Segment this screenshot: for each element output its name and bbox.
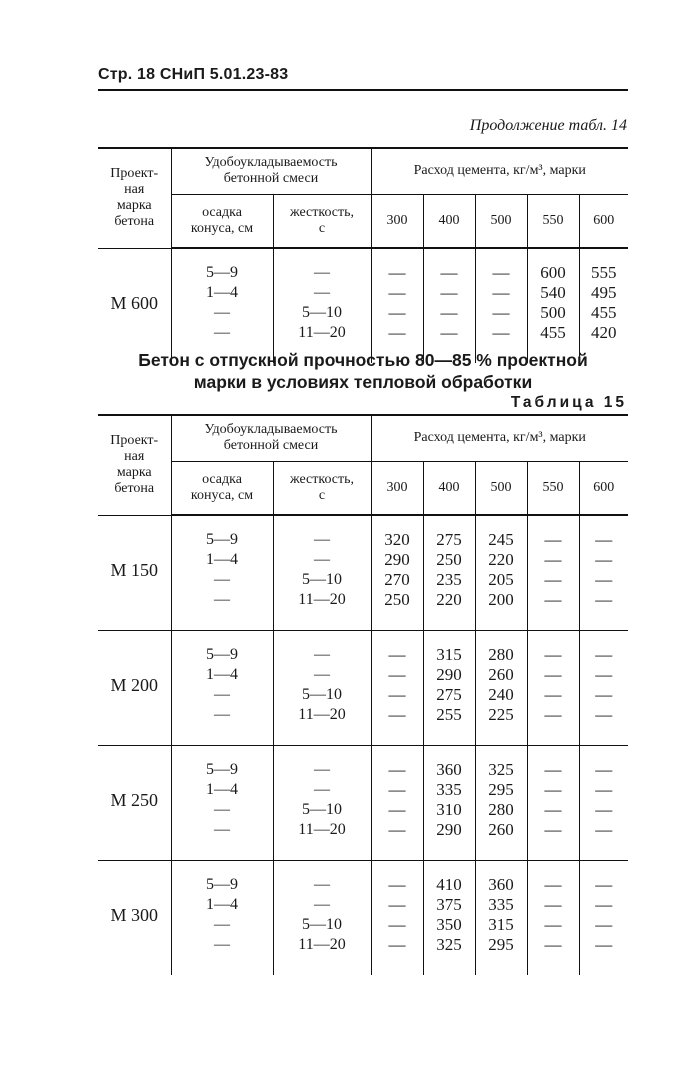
table-row <box>98 631 628 746</box>
cell-value: — <box>544 590 562 609</box>
cell-value: 280 <box>488 800 514 819</box>
cement-grade-header: 400 <box>423 461 475 515</box>
cell-value: — <box>544 915 562 934</box>
cell-value: 1—4 <box>206 666 238 683</box>
cell-value: — <box>214 706 230 723</box>
c600-cell <box>579 515 628 631</box>
table-row <box>98 746 628 861</box>
cell-value: — <box>214 591 230 608</box>
c600-cell <box>579 746 628 861</box>
cell-value: — <box>214 324 230 341</box>
cell-value: 260 <box>488 820 514 839</box>
c550-cell <box>527 631 579 746</box>
cell-value: 275 <box>436 685 462 704</box>
cell-value: — <box>388 915 406 934</box>
cell-value: 290 <box>384 550 410 569</box>
cell-value: — <box>595 685 613 704</box>
cell-value: 360 <box>436 760 462 779</box>
cell-value: — <box>595 820 613 839</box>
c300-cell <box>371 248 423 363</box>
c300-cell <box>371 861 423 976</box>
cell-value: 245 <box>488 530 514 549</box>
cell-value: 200 <box>488 590 514 609</box>
cell-value: — <box>314 761 330 778</box>
cell-value: 11—20 <box>298 936 346 953</box>
cell-value: 5—9 <box>206 761 238 778</box>
cell-value: — <box>595 665 613 684</box>
continuation-label: Продолжение табл. 14 <box>469 117 627 134</box>
c500-cell <box>475 631 527 746</box>
cell-value: 315 <box>488 915 514 934</box>
cell-value: 295 <box>488 780 514 799</box>
cell-value: — <box>595 915 613 934</box>
cement-grade-header: 550 <box>527 194 579 248</box>
grade-cell: М 300 <box>98 861 171 976</box>
cell-value: 11—20 <box>298 821 346 838</box>
slump-cell <box>171 631 273 746</box>
c550-cell <box>527 248 579 363</box>
cell-value: — <box>595 760 613 779</box>
c400-cell <box>423 746 475 861</box>
grade-cell: М 150 <box>110 559 158 580</box>
cell-value: — <box>595 570 613 589</box>
cell-value: — <box>595 550 613 569</box>
cell-value: — <box>314 551 330 568</box>
cell-value: — <box>388 875 406 894</box>
cell-value: 420 <box>591 323 617 342</box>
cell-value: 375 <box>436 895 462 914</box>
cell-value: 220 <box>488 550 514 569</box>
stiffness-cell <box>273 515 371 631</box>
cell-value: 11—20 <box>298 706 346 723</box>
cell-value: — <box>595 780 613 799</box>
cell-value: — <box>214 821 230 838</box>
cell-value: 275 <box>436 530 462 549</box>
table-15-caption <box>98 349 628 393</box>
c500-cell <box>475 746 527 861</box>
cell-value: — <box>388 705 406 724</box>
cell-value: — <box>314 531 330 548</box>
c400-cell <box>423 248 475 363</box>
grade-column-header: Проект- ная марка бетона <box>98 415 171 515</box>
cell-value: — <box>595 645 613 664</box>
cell-value: — <box>214 916 230 933</box>
cell-value: 325 <box>436 935 462 954</box>
cell-value: — <box>314 284 330 301</box>
cell-value: 290 <box>436 820 462 839</box>
table-row <box>98 861 628 976</box>
cement-grade-header: 300 <box>371 461 423 515</box>
cell-value: 255 <box>436 705 462 724</box>
cell-value: — <box>388 800 406 819</box>
grade-cell: М 200 <box>98 631 171 746</box>
cell-value: 5—10 <box>302 686 342 703</box>
c550-cell <box>527 515 579 631</box>
cell-value: 1—4 <box>206 896 238 913</box>
slump-cell <box>171 248 273 363</box>
stiffness-cell <box>273 248 371 363</box>
stiffness-column-header: жесткость, с <box>273 461 371 515</box>
c400-cell <box>423 515 475 631</box>
cell-value: 350 <box>436 915 462 934</box>
cell-value: — <box>214 571 230 588</box>
slump-cell <box>171 746 273 861</box>
c550-cell <box>527 861 579 976</box>
cell-value: — <box>388 760 406 779</box>
cell-value: — <box>388 780 406 799</box>
cell-value: 250 <box>436 550 462 569</box>
cell-value: 540 <box>540 283 566 302</box>
c300-cell <box>371 746 423 861</box>
cell-value: — <box>388 303 406 322</box>
c600-cell <box>579 861 628 976</box>
cell-value: — <box>314 666 330 683</box>
cell-value: 500 <box>540 303 566 322</box>
cell-value: — <box>595 935 613 954</box>
cell-value: — <box>492 303 510 322</box>
cell-value: 1—4 <box>206 284 238 301</box>
cell-value: — <box>544 665 562 684</box>
slump-cell <box>171 861 273 976</box>
stiffness-cell <box>273 631 371 746</box>
slump-column-header: осадка конуса, см <box>171 461 273 515</box>
caption-line: Бетон с отпускной прочностью 80—85 % проектной <box>138 350 588 370</box>
cell-value: 1—4 <box>206 781 238 798</box>
cell-value: 1—4 <box>206 551 238 568</box>
cell-value: — <box>388 665 406 684</box>
c400-cell <box>423 861 475 976</box>
cell-value: 310 <box>436 800 462 819</box>
cell-value: 270 <box>384 570 410 589</box>
cell-value: 555 <box>591 263 617 282</box>
cell-value: — <box>544 820 562 839</box>
cell-value: — <box>440 263 458 282</box>
cell-value: 5—10 <box>302 571 342 588</box>
cell-value: — <box>595 530 613 549</box>
cell-value: — <box>544 645 562 664</box>
cement-grade-header: 550 <box>527 461 579 515</box>
workability-column-header: Удобоукладываемость бетонной смеси <box>171 415 371 461</box>
cell-value: 280 <box>488 645 514 664</box>
header-rule <box>98 89 628 91</box>
cell-value: — <box>595 590 613 609</box>
c600-cell <box>579 248 628 363</box>
cell-value: 11—20 <box>298 591 346 608</box>
slump-cell <box>171 515 273 631</box>
c600-cell <box>579 631 628 746</box>
cell-value: 600 <box>540 263 566 282</box>
table-15-label: Таблица 15 <box>510 394 627 411</box>
stiffness-cell <box>273 746 371 861</box>
cell-value: — <box>544 760 562 779</box>
cell-value: — <box>314 876 330 893</box>
cell-value: — <box>544 570 562 589</box>
cell-value: 205 <box>488 570 514 589</box>
cell-value: — <box>214 801 230 818</box>
c550-cell <box>527 746 579 861</box>
cell-value: — <box>544 550 562 569</box>
cell-value: — <box>544 780 562 799</box>
cell-value: 295 <box>488 935 514 954</box>
cell-value: 5—9 <box>206 876 238 893</box>
cell-value: — <box>544 800 562 819</box>
cell-value: 220 <box>436 590 462 609</box>
cell-value: — <box>388 685 406 704</box>
cell-value: — <box>388 935 406 954</box>
cell-value: — <box>314 264 330 281</box>
stiffness-cell <box>273 861 371 976</box>
c300-cell <box>371 631 423 746</box>
table-14 <box>98 147 628 363</box>
consumption-column-header: Расход цемента, кг/м³, марки <box>371 415 628 461</box>
cell-value: 320 <box>384 530 410 549</box>
cell-value: 410 <box>436 875 462 894</box>
cell-value: — <box>544 935 562 954</box>
cell-value: — <box>440 283 458 302</box>
cell-value: 360 <box>488 875 514 894</box>
slump-column-header: осадка конуса, см <box>171 194 273 248</box>
cell-value: 335 <box>488 895 514 914</box>
cell-value: — <box>388 263 406 282</box>
consumption-column-header: Расход цемента, кг/м³, марки <box>371 148 628 194</box>
cement-grade-header: 300 <box>371 194 423 248</box>
cell-value: — <box>214 304 230 321</box>
cement-grade-header: 600 <box>579 461 628 515</box>
cell-value: — <box>544 895 562 914</box>
stiffness-column-header: жесткость, с <box>273 194 371 248</box>
c500-cell <box>475 248 527 363</box>
c300-cell <box>371 515 423 631</box>
cell-value: — <box>595 895 613 914</box>
cell-value: — <box>595 705 613 724</box>
cell-value: — <box>388 323 406 342</box>
cell-value: 5—9 <box>206 646 238 663</box>
grade-cell: М 600 <box>110 292 158 313</box>
cell-value: 5—10 <box>302 916 342 933</box>
cell-value: — <box>314 896 330 913</box>
cell-value: — <box>388 283 406 302</box>
cell-value: 325 <box>488 760 514 779</box>
cell-value: 250 <box>384 590 410 609</box>
table-15 <box>98 414 628 975</box>
cell-value: — <box>314 646 330 663</box>
cell-value: 455 <box>591 303 617 322</box>
table-row <box>98 515 628 631</box>
grade-column-header: Проект- ная марка бетона <box>98 148 171 248</box>
cement-grade-header: 500 <box>475 194 527 248</box>
cell-value: — <box>388 645 406 664</box>
cement-grade-header: 500 <box>475 461 527 515</box>
cell-value: — <box>388 895 406 914</box>
cell-value: 11—20 <box>298 324 346 341</box>
c500-cell <box>475 861 527 976</box>
cell-value: — <box>492 283 510 302</box>
cell-value: 495 <box>591 283 617 302</box>
cement-grade-header: 600 <box>579 194 628 248</box>
cell-value: 260 <box>488 665 514 684</box>
cell-value: — <box>544 530 562 549</box>
cell-value: — <box>214 936 230 953</box>
cell-value: 315 <box>436 645 462 664</box>
cell-value: — <box>595 875 613 894</box>
page-header: Стр. 18 СНиП 5.01.23-83 <box>98 66 289 83</box>
table-row <box>98 248 628 363</box>
cell-value: — <box>314 781 330 798</box>
c500-cell <box>475 515 527 631</box>
cell-value: 335 <box>436 780 462 799</box>
cell-value: — <box>544 705 562 724</box>
cell-value: — <box>440 303 458 322</box>
cell-value: 225 <box>488 705 514 724</box>
c400-cell <box>423 631 475 746</box>
cell-value: — <box>440 323 458 342</box>
caption-line: марки в условиях тепловой обработки <box>193 372 533 392</box>
cell-value: 235 <box>436 570 462 589</box>
cell-value: 5—9 <box>206 264 238 281</box>
workability-column-header: Удобоукладываемость бетонной смеси <box>171 148 371 194</box>
cell-value: 290 <box>436 665 462 684</box>
cell-value: — <box>492 323 510 342</box>
cell-value: 5—10 <box>302 304 342 321</box>
cement-grade-header: 400 <box>423 194 475 248</box>
cell-value: 455 <box>540 323 566 342</box>
cell-value: 240 <box>488 685 514 704</box>
cell-value: 5—10 <box>302 801 342 818</box>
cell-value: — <box>492 263 510 282</box>
cell-value: — <box>214 686 230 703</box>
grade-cell: М 250 <box>98 746 171 861</box>
cell-value: — <box>595 800 613 819</box>
cell-value: — <box>544 685 562 704</box>
cell-value: — <box>544 875 562 894</box>
cell-value: 5—9 <box>206 531 238 548</box>
cell-value: — <box>388 820 406 839</box>
